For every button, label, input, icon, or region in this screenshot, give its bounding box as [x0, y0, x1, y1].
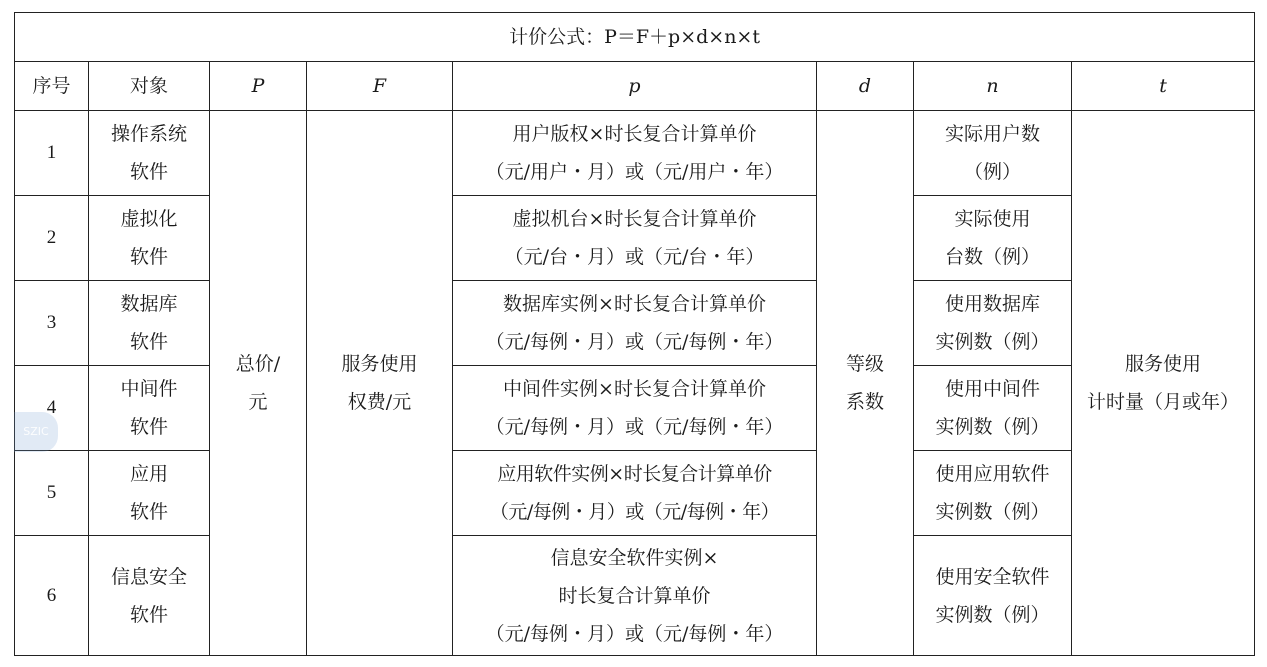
F-line: 服务使用: [341, 353, 418, 375]
count-line: 实例数（例）: [935, 331, 1050, 353]
row-unit-price: [453, 451, 817, 536]
object-line: 虚拟化: [120, 208, 178, 230]
price-line: 信息安全软件实例×: [550, 546, 719, 569]
row-object: [89, 111, 210, 196]
row-count: [914, 281, 1072, 366]
table-row: [15, 536, 1255, 656]
object-line: 操作系统: [110, 123, 187, 145]
price-line: 数据库实例×时长复合计算单价: [503, 293, 766, 315]
object-line: 软件: [129, 603, 168, 626]
header-object: 对象: [89, 62, 210, 111]
count-line: 实际用户数: [944, 123, 1040, 145]
table-header-row: [15, 62, 1255, 111]
d-line: 系数: [845, 391, 884, 413]
table-row: [15, 111, 1255, 196]
row-unit-price: [453, 366, 817, 451]
formula-title: 计价公式：P＝F＋p×d×n×t: [15, 13, 1255, 62]
count-line: 实例数（例）: [935, 501, 1050, 523]
object-line: 软件: [129, 331, 168, 353]
merged-P-cell: [210, 111, 307, 656]
header-P: P: [210, 62, 307, 111]
count-line: 实际使用: [954, 208, 1031, 230]
count-line: 使用中间件: [944, 378, 1040, 400]
t-line: 计时量（月或年）: [1087, 391, 1240, 413]
count-line: 实例数（例）: [935, 603, 1050, 626]
price-line: （元/每例・月）或（元/每例・年）: [485, 622, 784, 645]
price-line: 用户版权×时长复合计算单价: [512, 123, 757, 145]
object-line: 信息安全: [110, 565, 187, 588]
object-line: 软件: [129, 246, 168, 268]
row-serial: 5: [15, 451, 89, 536]
F-line: 权费/元: [347, 391, 412, 413]
count-line: 使用应用软件: [935, 463, 1050, 485]
row-object: [89, 366, 210, 451]
header-F: F: [307, 62, 453, 111]
row-count: [914, 111, 1072, 196]
price-line: 时长复合计算单价: [558, 584, 711, 607]
row-object: [89, 536, 210, 656]
price-line: （元/每例・月）或（元/每例・年）: [485, 416, 784, 438]
row-serial: 2: [15, 196, 89, 281]
object-line: 软件: [129, 416, 168, 438]
header-serial: 序号: [15, 62, 89, 111]
header-d: d: [817, 62, 914, 111]
row-count: [914, 196, 1072, 281]
price-line: （元/每例・月）或（元/每例・年）: [485, 331, 784, 353]
row-count: [914, 536, 1072, 656]
row-unit-price: [453, 281, 817, 366]
count-line: 使用安全软件: [935, 565, 1050, 588]
price-line: 应用软件实例×时长复合计算单价: [497, 463, 772, 485]
row-object: [89, 196, 210, 281]
row-serial: 6: [15, 536, 89, 656]
object-line: 应用: [129, 463, 168, 485]
merged-F-cell: [307, 111, 453, 656]
pricing-table-container: [14, 12, 1254, 656]
price-line: （元/每例・月）或（元/每例・年）: [489, 501, 780, 523]
t-line: 服务使用: [1125, 353, 1202, 375]
row-serial: 4: [15, 366, 89, 451]
header-n: n: [914, 62, 1072, 111]
merged-t-cell: [1072, 111, 1255, 656]
row-serial: 1: [15, 111, 89, 196]
row-unit-price: [453, 196, 817, 281]
watermark-logo: SZIC: [14, 412, 58, 452]
row-unit-price: [453, 111, 817, 196]
d-line: 等级: [845, 353, 884, 375]
P-line: 总价/: [235, 353, 281, 375]
price-line: 虚拟机台×时长复合计算单价: [512, 208, 757, 230]
row-unit-price: [453, 536, 817, 656]
row-object: [89, 281, 210, 366]
price-line: 中间件实例×时长复合计算单价: [503, 378, 766, 400]
pricing-formula-table: [14, 12, 1255, 656]
object-line: 中间件: [120, 378, 178, 400]
price-line: （元/用户・月）或（元/用户・年）: [485, 161, 784, 183]
count-line: （例）: [963, 161, 1021, 183]
row-count: [914, 451, 1072, 536]
count-line: 使用数据库: [944, 293, 1040, 315]
P-line: 元: [248, 391, 268, 413]
count-line: 台数（例）: [944, 246, 1040, 268]
count-line: 实例数（例）: [935, 416, 1050, 438]
table-row: [15, 366, 1255, 451]
table-row: [15, 196, 1255, 281]
price-line: （元/台・月）或（元/台・年）: [504, 246, 765, 268]
object-line: 软件: [129, 161, 168, 183]
object-line: 软件: [129, 501, 168, 523]
row-object: [89, 451, 210, 536]
table-row: [15, 281, 1255, 366]
object-line: 数据库: [120, 293, 178, 315]
header-p: p: [453, 62, 817, 111]
row-count: [914, 366, 1072, 451]
table-row: [15, 451, 1255, 536]
table-title-row: [15, 13, 1255, 62]
merged-d-cell: [817, 111, 914, 656]
row-serial: 3: [15, 281, 89, 366]
header-t: t: [1072, 62, 1255, 111]
